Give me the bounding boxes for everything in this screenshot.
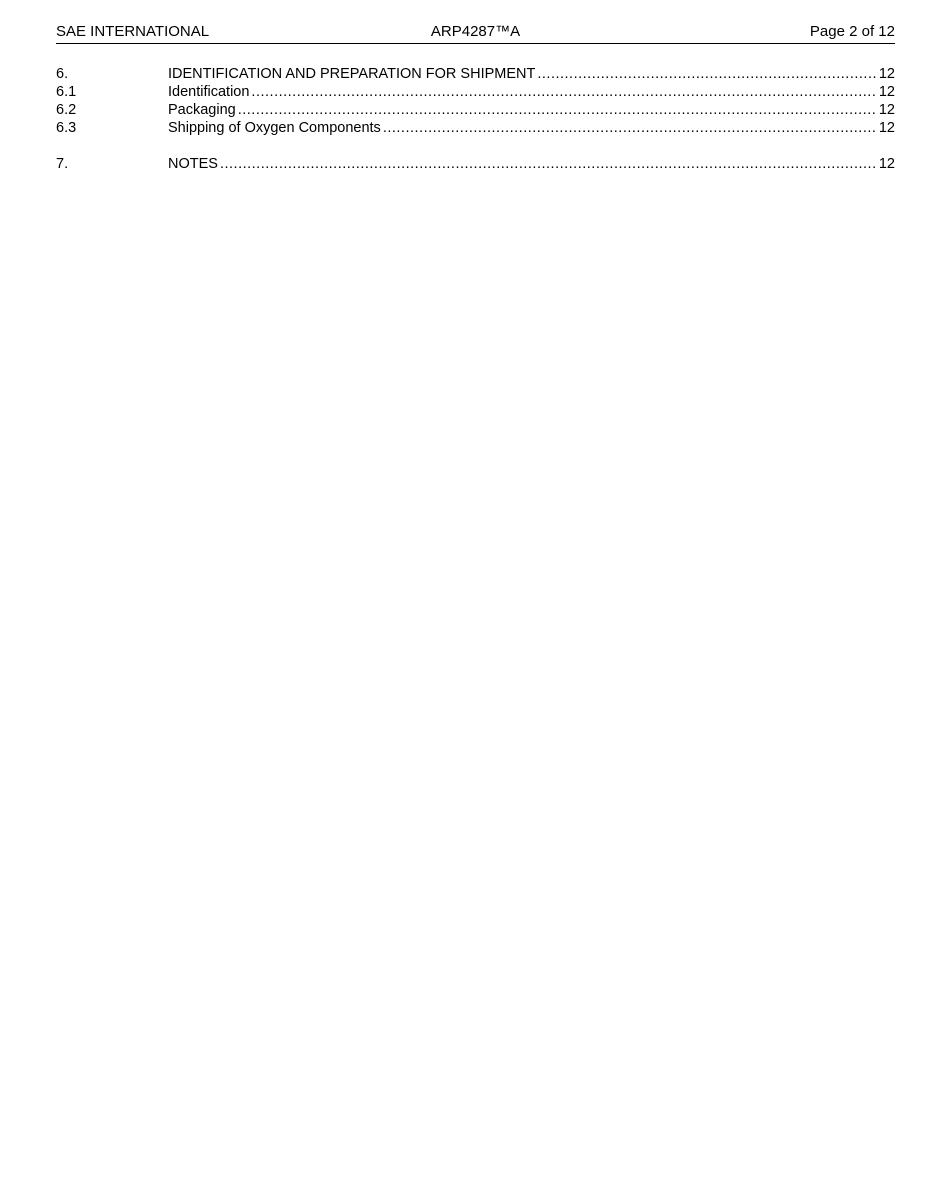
header-organization: SAE INTERNATIONAL — [56, 23, 210, 40]
toc-section-title: IDENTIFICATION AND PREPARATION FOR SHIPMENT — [168, 66, 536, 82]
toc-section-title: Identification — [168, 84, 250, 100]
toc-section-number: 6.3 — [56, 120, 77, 136]
toc-entry-6[interactable] — [56, 65, 895, 83]
toc-section-number: 7. — [56, 156, 69, 172]
toc-page-number: 12 — [878, 156, 895, 172]
toc-dot-leader — [383, 119, 877, 137]
table-of-contents — [56, 65, 895, 173]
header-page-number: Page 2 of 12 — [809, 23, 895, 40]
toc-entry-line — [168, 119, 895, 137]
toc-section-title: Packaging — [168, 102, 236, 118]
toc-entry-6-1[interactable] — [56, 83, 895, 101]
toc-entry-7[interactable] — [56, 155, 895, 173]
toc-entry-line — [168, 65, 895, 83]
header-document-id: ARP4287™A — [430, 23, 521, 40]
toc-page-number: 12 — [878, 84, 895, 100]
toc-section-title: NOTES — [168, 156, 218, 172]
toc-section-number: 6.2 — [56, 102, 77, 118]
toc-entry-line — [168, 101, 895, 119]
toc-entry-line — [168, 155, 895, 173]
toc-page-number: 12 — [878, 120, 895, 136]
toc-page-number: 12 — [878, 102, 895, 118]
toc-dot-leader — [220, 155, 877, 173]
toc-dot-leader — [238, 101, 877, 119]
toc-dot-leader — [251, 83, 876, 101]
toc-entry-line — [168, 83, 895, 101]
toc-entry-6-3[interactable] — [56, 119, 895, 137]
toc-section-number: 6.1 — [56, 84, 77, 100]
toc-section-number: 6. — [56, 66, 69, 82]
toc-entry-6-2[interactable] — [56, 101, 895, 119]
toc-page-number: 12 — [878, 66, 895, 82]
page-header — [56, 21, 895, 44]
toc-dot-leader — [537, 65, 877, 83]
toc-section-title: Shipping of Oxygen Components — [168, 120, 381, 136]
